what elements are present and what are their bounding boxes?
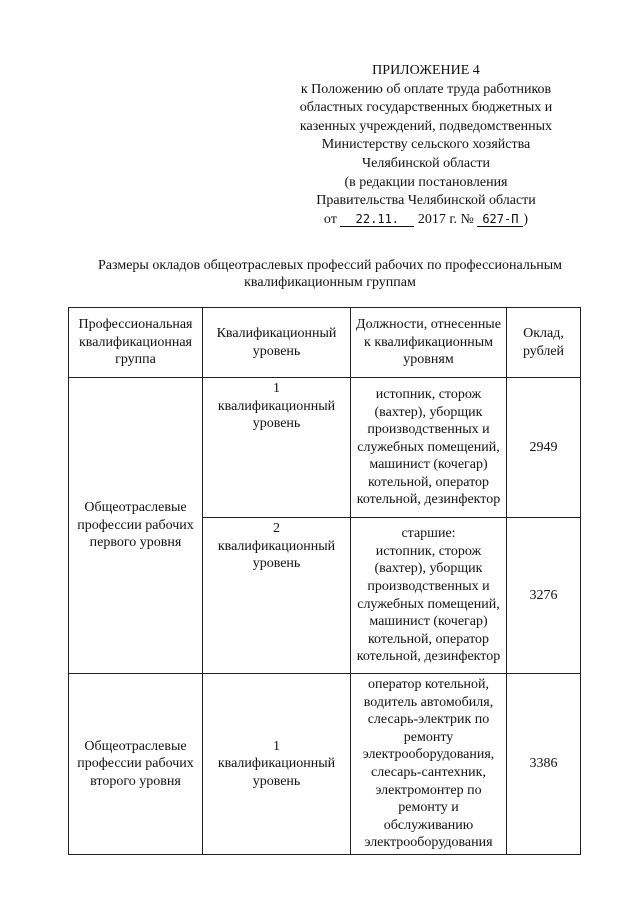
salary-cell: 2949 [507, 378, 581, 518]
decree-date-line [266, 211, 586, 230]
header-salary: Оклад, рублей [507, 308, 581, 378]
table-row [69, 674, 581, 855]
level-number: 1 [273, 738, 280, 754]
appendix-title: ПРИЛОЖЕНИЕ 4 [372, 63, 480, 78]
table-row [69, 378, 581, 518]
header-level: Квалификационный уровень [203, 308, 351, 378]
positions-text: истопник, сторож (вахтер), уборщик производственных и служебных помещений, машинист (кочегар) котельной, оператор котельной, дезинфектор [356, 543, 501, 665]
level-text: квалификационный уровень [217, 538, 336, 572]
header-line: (в редакции постановления [344, 174, 508, 190]
header-line: областных государственных бюджетных и [299, 100, 553, 116]
close-paren: ) [523, 211, 529, 227]
group-cell: Общеотраслевые профессии рабочих второго уровня [69, 674, 203, 855]
header-line: Правительства Челябинской области [316, 193, 536, 209]
header-line: казенных учреждений, подведомственных [299, 118, 553, 134]
date-prefix: от [323, 211, 337, 227]
title-line-2: квалификационным группам [244, 275, 416, 290]
header-line: Министерству сельского хозяйства [321, 137, 531, 153]
table-header-row [69, 308, 581, 378]
level-cell [203, 674, 351, 855]
header-group: Профессиональная квалификационная группа [69, 308, 203, 378]
level-text: квалификационный уровень [217, 756, 336, 789]
level-cell [203, 378, 351, 518]
salary-table [68, 307, 581, 855]
positions-cell: оператор котельной, водитель автомобиля, слесарь-электрик по ремонту электрооборудования, слесарь-сантехник, электромонтер по ремонту и обслуживанию электрооборудования [351, 674, 507, 855]
positions-cell [351, 518, 507, 674]
header-line: Челябинской области [362, 155, 490, 171]
level-number: 2 [273, 521, 280, 536]
positions-cell: истопник, сторож (вахтер), уборщик производственных и служебных помещений, машинист (кочегар) котельной, оператор котельной, дезинфектор [351, 378, 507, 518]
level-number: 1 [273, 381, 280, 396]
header-line: к Положению об оплате труда работников [300, 81, 552, 97]
salary-cell: 3386 [507, 674, 581, 855]
title-line-1: Размеры окладов общеотраслевых профессий рабочих по профессиональным [98, 258, 562, 273]
decree-year: 2017 г. № [417, 211, 474, 227]
document-title [60, 257, 600, 291]
decree-number: 627-П [477, 212, 523, 227]
appendix-header [266, 62, 586, 229]
level-cell [203, 518, 351, 674]
level-text: квалификационный уровень [217, 398, 336, 432]
salary-cell: 3276 [507, 518, 581, 674]
header-positions: Должности, отнесенные к квалификационным уровням [351, 308, 507, 378]
group-cell: Общеотраслевые профессии рабочих первого уровня [69, 378, 203, 674]
decree-date: 22.11. [340, 212, 414, 227]
positions-prefix: старшие: [401, 526, 456, 542]
